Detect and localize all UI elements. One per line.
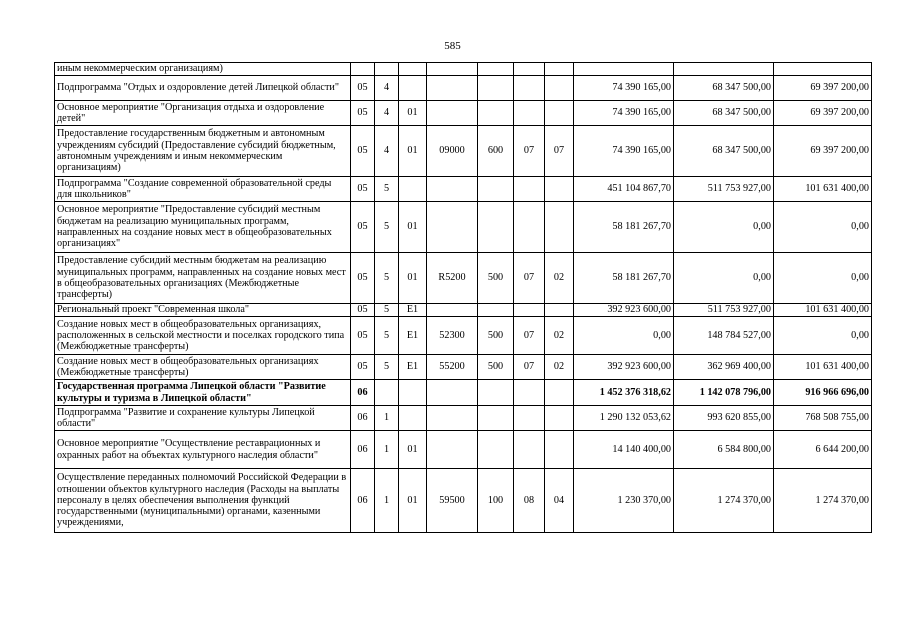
table-row xyxy=(55,431,872,469)
code-type-cell: 500 xyxy=(478,253,514,304)
code-subprogram-cell xyxy=(375,63,399,76)
row-name-cell: Региональный проект "Современная школа" xyxy=(55,304,351,317)
code-subprogram-cell xyxy=(375,380,399,406)
code-section-cell: 05 xyxy=(351,177,375,202)
code-subprogram-cell: 5 xyxy=(375,177,399,202)
code-direction-cell: 55200 xyxy=(427,355,478,380)
code-type-cell xyxy=(478,406,514,431)
table-row xyxy=(55,380,872,406)
code-measure-cell: E1 xyxy=(399,304,427,317)
code-subprogram-cell: 5 xyxy=(375,202,399,253)
code-division-cell: 07 xyxy=(514,126,545,177)
code-section-cell: 05 xyxy=(351,317,375,355)
amount-year2-cell: 68 347 500,00 xyxy=(674,101,774,126)
code-type-cell xyxy=(478,202,514,253)
code-division-cell: 08 xyxy=(514,469,545,533)
table-row xyxy=(55,101,872,126)
code-section-cell: 05 xyxy=(351,126,375,177)
code-subdivision-cell: 02 xyxy=(545,355,574,380)
table-row xyxy=(55,253,872,304)
code-section-cell: 06 xyxy=(351,431,375,469)
code-direction-cell xyxy=(427,76,478,101)
amount-year1-cell: 74 390 165,00 xyxy=(574,126,674,177)
code-subdivision-cell xyxy=(545,76,574,101)
row-name-cell: Подпрограмма "Отдых и оздоровление детей Липецкой области" xyxy=(55,76,351,101)
row-name-cell: Подпрограмма "Создание современной образовательной среды для школьников" xyxy=(55,177,351,202)
code-type-cell: 600 xyxy=(478,126,514,177)
code-direction-cell: R5200 xyxy=(427,253,478,304)
code-division-cell xyxy=(514,177,545,202)
amount-year2-cell: 148 784 527,00 xyxy=(674,317,774,355)
row-name-cell: Осуществление переданных полномочий Российской Федерации в отношении объектов культурного наследия (Расходы на выплаты персоналу в целях обеспечения выполнения функций государственными (муниципальными) органами, казенными учреждениями, xyxy=(55,469,351,533)
amount-year2-cell: 68 347 500,00 xyxy=(674,76,774,101)
code-division-cell: 07 xyxy=(514,317,545,355)
row-name-cell: Создание новых мест в общеобразовательных организациях, расположенных в сельской местности и поселках городского типа (Межбюджетные трансферты) xyxy=(55,317,351,355)
code-type-cell: 500 xyxy=(478,355,514,380)
code-division-cell: 07 xyxy=(514,355,545,380)
code-section-cell: 05 xyxy=(351,253,375,304)
page-number: 585 xyxy=(444,40,461,52)
code-type-cell xyxy=(478,76,514,101)
amount-year3-cell: 1 274 370,00 xyxy=(774,469,872,533)
table-row xyxy=(55,406,872,431)
amount-year2-cell: 511 753 927,00 xyxy=(674,304,774,317)
code-measure-cell: 01 xyxy=(399,431,427,469)
code-subdivision-cell xyxy=(545,177,574,202)
code-division-cell: 07 xyxy=(514,253,545,304)
table-row xyxy=(55,202,872,253)
code-measure-cell: 01 xyxy=(399,202,427,253)
code-measure-cell: E1 xyxy=(399,317,427,355)
code-type-cell: 100 xyxy=(478,469,514,533)
amount-year3-cell xyxy=(774,63,872,76)
code-direction-cell: 09000 xyxy=(427,126,478,177)
code-direction-cell xyxy=(427,406,478,431)
code-division-cell xyxy=(514,202,545,253)
table-row xyxy=(55,126,872,177)
code-subprogram-cell: 1 xyxy=(375,431,399,469)
code-direction-cell xyxy=(427,177,478,202)
amount-year1-cell: 392 923 600,00 xyxy=(574,355,674,380)
code-section-cell: 05 xyxy=(351,355,375,380)
row-name-cell: Основное мероприятие "Предоставление субсидий местным бюджетам на реализацию муниципальных программ, направленных на создание новых мест в общеобразовательных организациях" xyxy=(55,202,351,253)
code-direction-cell xyxy=(427,202,478,253)
row-name-cell: Основное мероприятие "Организация отдыха и оздоровление детей" xyxy=(55,101,351,126)
code-subdivision-cell: 02 xyxy=(545,253,574,304)
code-section-cell: 05 xyxy=(351,76,375,101)
amount-year3-cell: 6 644 200,00 xyxy=(774,431,872,469)
code-measure-cell: E1 xyxy=(399,355,427,380)
amount-year3-cell: 69 397 200,00 xyxy=(774,76,872,101)
code-direction-cell xyxy=(427,304,478,317)
code-direction-cell: 52300 xyxy=(427,317,478,355)
code-subdivision-cell: 02 xyxy=(545,317,574,355)
code-type-cell xyxy=(478,63,514,76)
row-name-cell: Создание новых мест в общеобразовательных организациях (Межбюджетные трансферты) xyxy=(55,355,351,380)
code-measure-cell: 01 xyxy=(399,253,427,304)
code-subprogram-cell: 5 xyxy=(375,253,399,304)
code-measure-cell: 01 xyxy=(399,469,427,533)
amount-year3-cell: 101 631 400,00 xyxy=(774,304,872,317)
table-row xyxy=(55,469,872,533)
code-type-cell xyxy=(478,177,514,202)
amount-year1-cell: 1 290 132 053,62 xyxy=(574,406,674,431)
code-division-cell xyxy=(514,431,545,469)
code-type-cell xyxy=(478,304,514,317)
code-subdivision-cell xyxy=(545,304,574,317)
table-row xyxy=(55,317,872,355)
code-division-cell xyxy=(514,380,545,406)
code-subdivision-cell xyxy=(545,63,574,76)
amount-year3-cell: 101 631 400,00 xyxy=(774,177,872,202)
amount-year3-cell: 0,00 xyxy=(774,317,872,355)
amount-year1-cell: 74 390 165,00 xyxy=(574,76,674,101)
row-name-cell: иным некоммерческим организациям) xyxy=(55,63,351,76)
code-subprogram-cell: 5 xyxy=(375,317,399,355)
code-direction-cell xyxy=(427,63,478,76)
code-subprogram-cell: 4 xyxy=(375,126,399,177)
code-subprogram-cell: 4 xyxy=(375,101,399,126)
amount-year1-cell: 0,00 xyxy=(574,317,674,355)
amount-year1-cell: 74 390 165,00 xyxy=(574,101,674,126)
code-subdivision-cell xyxy=(545,101,574,126)
code-measure-cell xyxy=(399,76,427,101)
code-subdivision-cell: 07 xyxy=(545,126,574,177)
amount-year3-cell: 0,00 xyxy=(774,253,872,304)
code-direction-cell xyxy=(427,431,478,469)
amount-year1-cell: 1 230 370,00 xyxy=(574,469,674,533)
amount-year1-cell: 451 104 867,70 xyxy=(574,177,674,202)
amount-year3-cell: 101 631 400,00 xyxy=(774,355,872,380)
amount-year3-cell: 69 397 200,00 xyxy=(774,126,872,177)
amount-year2-cell: 0,00 xyxy=(674,202,774,253)
code-direction-cell xyxy=(427,380,478,406)
code-section-cell: 05 xyxy=(351,304,375,317)
row-name-cell: Основное мероприятие "Осуществление реставрационных и охранных работ на объектах культурного наследия области" xyxy=(55,431,351,469)
code-subprogram-cell: 1 xyxy=(375,406,399,431)
code-measure-cell xyxy=(399,406,427,431)
table-row xyxy=(55,355,872,380)
amount-year1-cell: 58 181 267,70 xyxy=(574,202,674,253)
code-measure-cell: 01 xyxy=(399,126,427,177)
code-section-cell: 06 xyxy=(351,406,375,431)
row-name-cell: Государственная программа Липецкой области "Развитие культуры и туризма в Липецкой области" xyxy=(55,380,351,406)
amount-year2-cell: 6 584 800,00 xyxy=(674,431,774,469)
row-name-cell: Предоставление государственным бюджетным и автономным учреждениям субсидий (Предоставление субсидий бюджетным, автономным учреждениям и иным некоммерческим организациям) xyxy=(55,126,351,177)
amount-year1-cell: 1 452 376 318,62 xyxy=(574,380,674,406)
code-measure-cell xyxy=(399,380,427,406)
code-subprogram-cell: 1 xyxy=(375,469,399,533)
code-subprogram-cell: 4 xyxy=(375,76,399,101)
code-section-cell: 06 xyxy=(351,469,375,533)
amount-year3-cell: 0,00 xyxy=(774,202,872,253)
amount-year3-cell: 916 966 696,00 xyxy=(774,380,872,406)
code-measure-cell xyxy=(399,63,427,76)
code-subprogram-cell: 5 xyxy=(375,304,399,317)
code-section-cell: 05 xyxy=(351,202,375,253)
table-row xyxy=(55,76,872,101)
code-subdivision-cell: 04 xyxy=(545,469,574,533)
code-subdivision-cell xyxy=(545,380,574,406)
amount-year2-cell: 362 969 400,00 xyxy=(674,355,774,380)
code-direction-cell: 59500 xyxy=(427,469,478,533)
amount-year2-cell: 1 142 078 796,00 xyxy=(674,380,774,406)
code-subdivision-cell xyxy=(545,202,574,253)
row-name-cell: Предоставление субсидий местным бюджетам на реализацию муниципальных программ, направленных на создание новых мест в общеобразовательных организациях (Межбюджетные трансферты) xyxy=(55,253,351,304)
amount-year1-cell: 392 923 600,00 xyxy=(574,304,674,317)
amount-year1-cell xyxy=(574,63,674,76)
code-division-cell xyxy=(514,76,545,101)
amount-year1-cell: 58 181 267,70 xyxy=(574,253,674,304)
code-type-cell xyxy=(478,101,514,126)
amount-year2-cell: 993 620 855,00 xyxy=(674,406,774,431)
amount-year2-cell: 0,00 xyxy=(674,253,774,304)
table-row xyxy=(55,304,872,317)
amount-year2-cell: 511 753 927,00 xyxy=(674,177,774,202)
amount-year2-cell: 1 274 370,00 xyxy=(674,469,774,533)
amount-year2-cell xyxy=(674,63,774,76)
amount-year1-cell: 14 140 400,00 xyxy=(574,431,674,469)
code-division-cell xyxy=(514,63,545,76)
amount-year3-cell: 768 508 755,00 xyxy=(774,406,872,431)
code-section-cell: 05 xyxy=(351,101,375,126)
code-division-cell xyxy=(514,101,545,126)
code-subdivision-cell xyxy=(545,406,574,431)
code-division-cell xyxy=(514,304,545,317)
code-type-cell xyxy=(478,431,514,469)
row-name-cell: Подпрограмма "Развитие и сохранение культуры Липецкой области" xyxy=(55,406,351,431)
table-row xyxy=(55,177,872,202)
table-row xyxy=(55,63,872,76)
amount-year3-cell: 69 397 200,00 xyxy=(774,101,872,126)
code-subprogram-cell: 5 xyxy=(375,355,399,380)
code-measure-cell: 01 xyxy=(399,101,427,126)
code-section-cell xyxy=(351,63,375,76)
code-type-cell xyxy=(478,380,514,406)
code-section-cell: 06 xyxy=(351,380,375,406)
code-division-cell xyxy=(514,406,545,431)
amount-year2-cell: 68 347 500,00 xyxy=(674,126,774,177)
code-direction-cell xyxy=(427,101,478,126)
code-subdivision-cell xyxy=(545,431,574,469)
code-measure-cell xyxy=(399,177,427,202)
budget-table xyxy=(54,62,872,533)
code-type-cell: 500 xyxy=(478,317,514,355)
